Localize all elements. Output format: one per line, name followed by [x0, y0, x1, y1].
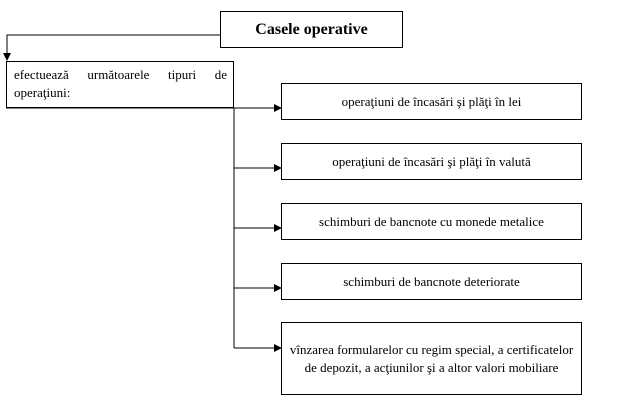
operation-box-lei: operaţiuni de încasări şi plăţi în lei — [281, 83, 582, 120]
title-box: Casele operative — [220, 11, 403, 48]
title-to-main-connector — [7, 35, 220, 60]
operation-box-deteriorate: schimburi de bancnote deteriorate — [281, 263, 582, 300]
operation-box-valori-mobiliare: vînzarea formularelor cu regim special, a certificatelor de depozit, a acţiunilor şi a altor valori mobiliare — [281, 322, 582, 395]
main-box-line-2: operaţiuni: — [14, 85, 71, 100]
operation-box-monede: schimburi de bancnote cu monede metalice — [281, 203, 582, 240]
main-box — [6, 61, 234, 108]
main-box-line-1: efectuează următoarele tipuri de — [14, 67, 227, 82]
operation-box-valuta: operaţiuni de încasări şi plăţi în valută — [281, 143, 582, 180]
